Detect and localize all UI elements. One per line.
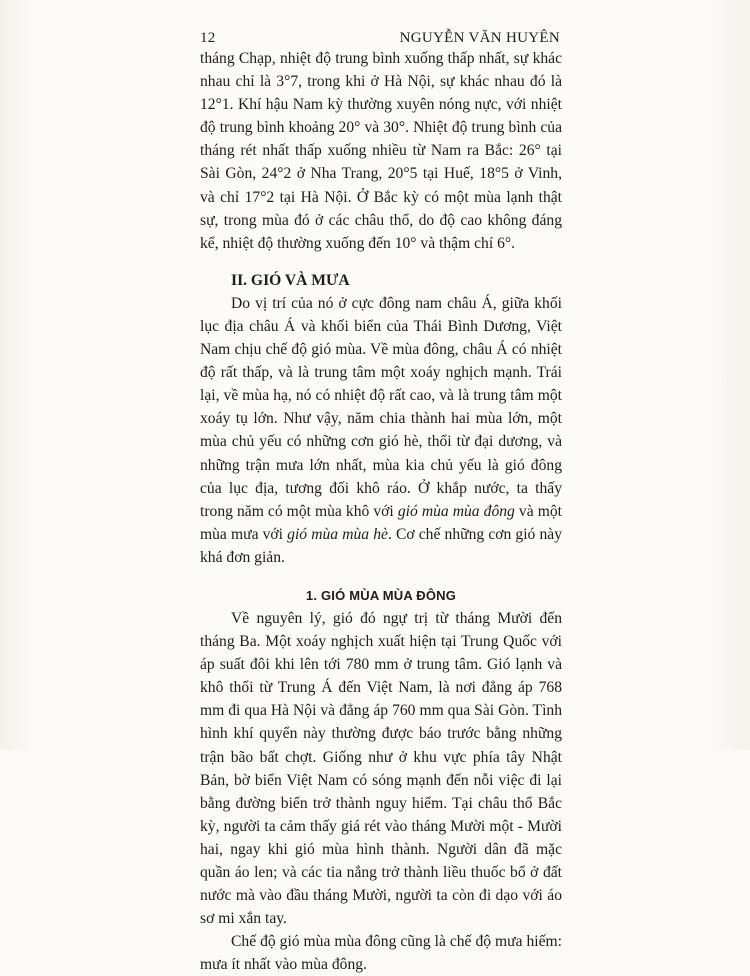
italic-winter-monsoon: gió mùa mùa đông	[397, 502, 515, 520]
section-heading-wind-and-rain: II. GIÓ VÀ MƯA	[231, 271, 350, 289]
paragraph-monsoon-overview: Do vị trí của nó ở cực đông nam châu Á, giữa khối lục địa châu Á và khối biển của Thái Bình Dương, Việt Nam chịu chế độ gió mùa. Về mùa đông, châu Á có nhiệt độ rất thấp, và là trung tâm một xoáy nghịch mạnh. Trái lại, về mùa hạ, nó có nhiệt độ rất cao, và là trung tâm một xoáy tụ lớn. Như vậy, năm chia thành hai mùa lớn, một mùa chủ yếu có những cơn gió hè, thổi từ đại dương, và những trận mưa lớn nhất, mùa kia chủ yếu là gió đông của lục địa, tương đối khô ráo. Ở khắp nước, ta thấy trong năm có một mùa khô với gió mùa mùa đông và một mùa mưa với gió mùa mùa hè. Cơ chế những cơn gió này khá đơn giản.	[200, 294, 563, 566]
paragraph-rain-regime: Chế độ gió mùa mùa đông cũng là chế độ mưa hiếm: mưa ít nhất vào mùa đông.	[200, 933, 562, 974]
page-number: 12	[200, 30, 216, 46]
subsection-heading-winter-monsoon: 1. GIÓ MÙA MÙA ĐÔNG	[305, 587, 457, 603]
page-body	[200, 47, 562, 976]
italic-summer-monsoon: gió mùa mùa hè	[287, 525, 388, 543]
paragraph-temperature: tháng Chạp, nhiệt độ trung bình xuống thấp nhất, sự khác nhau chỉ là 3°7, trong khi ở Hà Nội, sự khác nhau đó là 12°1. Khí hậu Nam kỳ thường xuyên nóng nực, với nhiệt độ trung bình khoảng 20° và 30°. Nhiệt độ trung bình của tháng rét nhất thấp xuống nhiều từ Nam ra Bắc: 26° tại Sài Gòn, 24°2 ở Nha Trang, 20°5 tại Huế, 18°5 ở Vinh, và chỉ 17°2 tại Hà Nội. Ở Bắc kỳ có một mùa lạnh thật sự, trong mùa đó ở các châu thổ, do độ cao không đáng kể, nhiệt độ thường xuống đến 10° và thậm chí 6°.	[200, 50, 562, 252]
running-head-author: NGUYỄN VĂN HUYÊN	[399, 30, 560, 46]
paragraph-winter-monsoon: Về nguyên lý, gió đó ngự trị từ tháng Mười đến tháng Ba. Một xoáy nghịch xuất hiện tại Trung Quốc với áp suất đôi khi lên tới 780 mm ở trung tâm. Gió lạnh và khô thổi từ Trung Á đến Việt Nam, là nơi đẳng áp 768 mm đi qua Hà Nội và đẳng áp 760 mm qua Sài Gòn. Tình hình khí quyển này thường được báo trước bằng những trận bão bất chợt. Giống như ở khu vực phía tây Nhật Bản, bờ biển Việt Nam có sóng mạnh đến nỗi việc đi lại bằng đường biển trở thành nguy hiểm. Tại châu thổ Bắc kỳ, người ta cảm thấy giá rét vào tháng Mười một - Mười hai, ngay khi gió mùa hình thành. Người dân đã mặc quần áo len; và các tia nắng trở thành liều thuốc bổ ở đất nước mà vào đầu tháng Mười, người ta còn đi dạo với áo sơ mi xắn tay.	[200, 609, 562, 928]
